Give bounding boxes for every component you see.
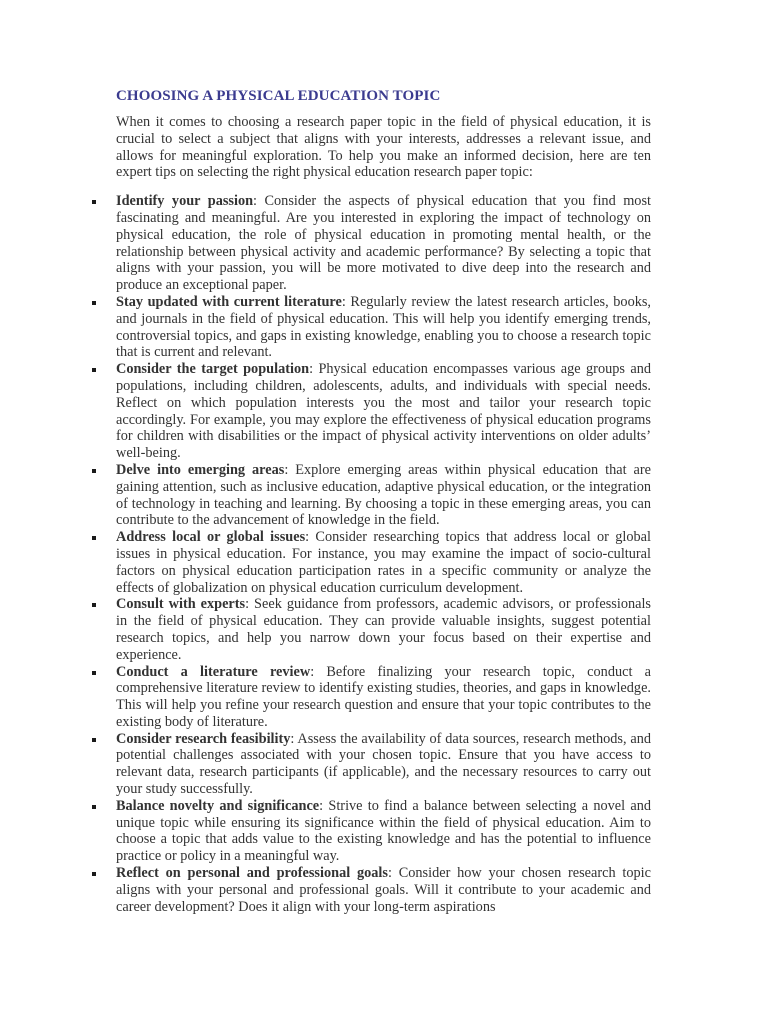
tip-body: : Explore emerging areas within physical education that are gaining attention, such as inclusive education, adaptive physical education, or the integration of technology in teaching and learning. By choosing a topic in these emerging areas, you can contribute to the advancement of knowledge in the field. [116, 461, 651, 529]
tip-heading: Address local or global issues [116, 529, 306, 546]
list-item [116, 529, 651, 596]
tip-heading: Balance novelty and significance [116, 797, 320, 814]
tip-body: : Consider researching topics that address local or global issues in physical education. For instance, you may examine the impact of socio-cultural factors on physical education participation rates in a specific community or analyze the effects of globalization on physical education curriculum development. [116, 529, 651, 596]
tip-body: : Consider the aspects of physical education that you find most fascinating and meaningful. Are you interested in exploring the impact of technology on physical education, the role of physical education in promoting mental health, or the relationship between physical activity and academic performance? By selecting a topic that aligns with your passion, you will be more motivated to dive deep into the research and produce an exceptional paper. [116, 193, 651, 294]
document-body [116, 87, 651, 915]
bullet-icon [92, 469, 96, 473]
bullet-icon [92, 872, 96, 876]
list-item [116, 664, 651, 731]
list-item [116, 361, 651, 462]
bullet-icon [92, 301, 96, 305]
tip-heading: Consider research feasibility [116, 730, 291, 747]
tip-body: : Physical education encompasses various age groups and populations, including children, adolescents, adults, and individuals with special needs. Reflect on which population interests you the most and tailor your research topic accordingly. For example, you may explore the effectiveness of physical education programs for children with disabilities or the impact of physical activity interventions on older adults’ well-being. [116, 361, 651, 462]
list-item [116, 865, 651, 915]
bullet-icon [92, 805, 96, 809]
list-item [116, 294, 651, 361]
tip-body: : Strive to find a balance between selecting a novel and unique topic while ensuring its significance within the field of physical education. Aim to choose a topic that adds value to the existing knowledge and has the potential to influence practice or policy in a meaningful way. [116, 797, 651, 865]
list-item [116, 731, 651, 798]
tip-heading: Consider the target population [116, 361, 310, 378]
bullet-icon [92, 368, 96, 372]
tip-heading: Conduct a literature review [116, 663, 311, 680]
page-title: CHOOSING A PHYSICAL EDUCATION TOPIC [116, 88, 441, 104]
tip-body: : Consider how your chosen research topic aligns with your personal and professional goals. Will it contribute to your academic and career development? Does it align with your long-term aspirations [116, 865, 651, 915]
intro-paragraph: When it comes to choosing a research paper topic in the field of physical education, it is crucial to select a subject that aligns with your interests, addresses a relevant issue, and allows for meaningful exploration. To help you make an informed decision, here are ten expert tips on selecting the right physical education research paper topic: [116, 114, 651, 181]
tips-list [116, 193, 651, 915]
tip-body: : Seek guidance from professors, academic advisors, or professionals in the field of physical education. They can provide valuable insights, suggest potential research topics, and help you narrow down your focus based on their expertise and experience. [116, 596, 651, 663]
bullet-icon [92, 671, 96, 675]
bullet-icon [92, 200, 96, 204]
list-item [116, 798, 651, 865]
bullet-icon [92, 536, 96, 540]
list-item [116, 462, 651, 529]
bullet-icon [92, 738, 96, 742]
bullet-icon [92, 603, 96, 607]
tip-heading: Delve into emerging areas [116, 461, 285, 478]
tip-heading: Stay updated with current literature [116, 293, 342, 310]
tip-heading: Consult with experts [116, 596, 246, 613]
tip-heading: Reflect on personal and professional goals [116, 865, 388, 882]
tip-heading: Identify your passion [116, 193, 254, 210]
list-item [116, 596, 651, 663]
tip-body: : Assess the availability of data sources, research methods, and potential challenges associated with your chosen topic. Ensure that you have access to relevant data, research participants (if applicable), and the necessary resources to carry out your study successfully. [116, 730, 652, 798]
list-item [116, 193, 651, 294]
tip-body: : Regularly review the latest research articles, books, and journals in the field of physical education. This will help you identify emerging trends, controversial topics, and gaps in existing knowledge, enabling you to choose a research topic that is current and relevant. [116, 293, 652, 361]
tip-body: : Before finalizing your research topic, conduct a comprehensive literature review to identify existing studies, theories, and gaps in knowledge. This will help you refine your research question and ensure that your topic contributes to the existing body of literature. [116, 663, 652, 730]
